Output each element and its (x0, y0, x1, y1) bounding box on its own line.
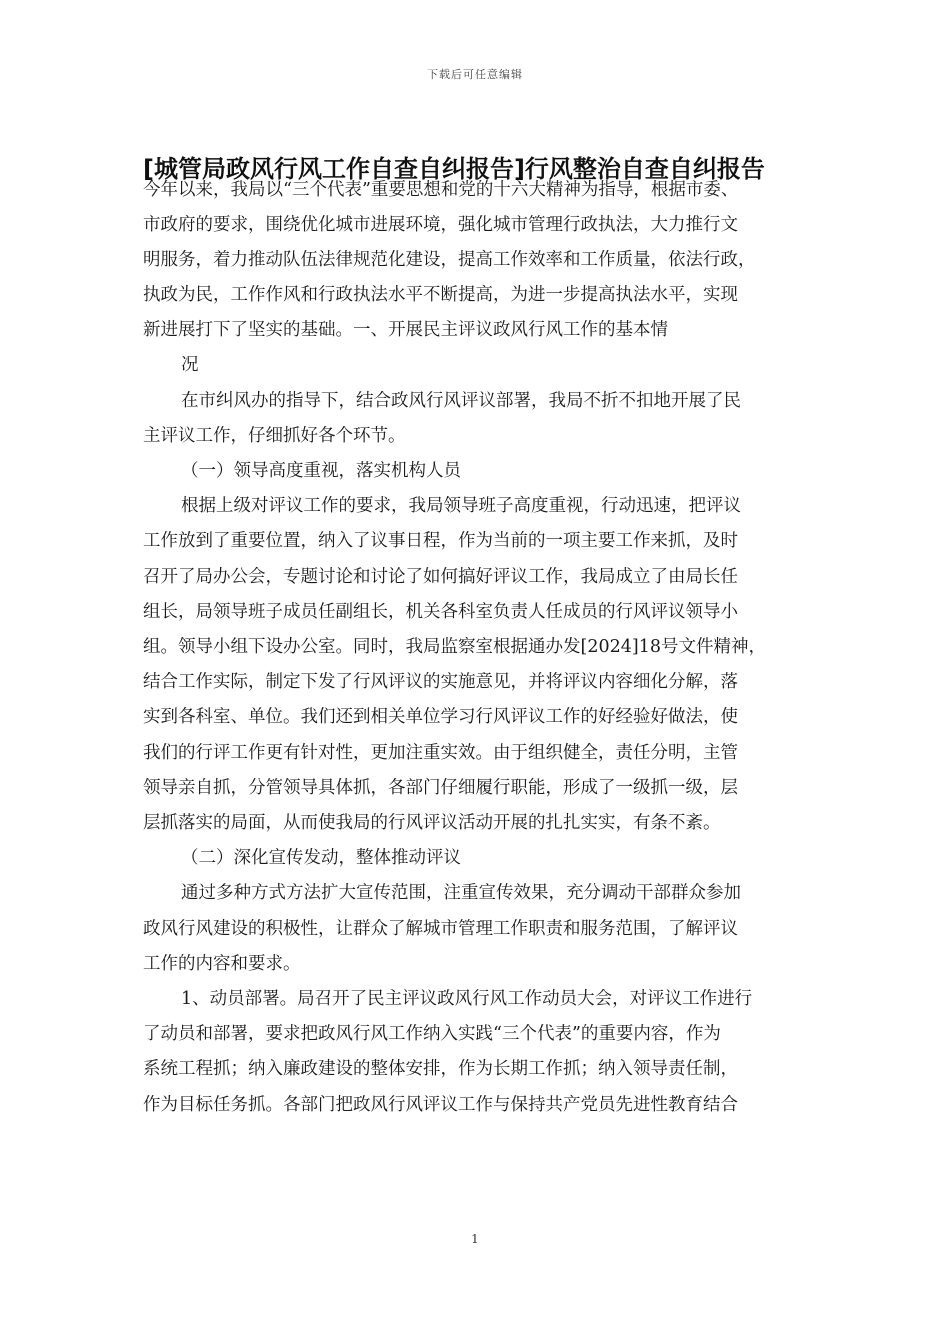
document-title: [城管局政风行风工作自查自纠报告]行风整治自查自纠报告 (143, 155, 765, 183)
body-line: 召开了局办公会，专题讨论和讨论了如何搞好评议工作，我局成立了由局长任 (143, 567, 738, 587)
section-heading: （一）领导高度重视，落实机构人员 (181, 461, 461, 481)
body-line: 工作放到了重要位置，纳入了议事日程，作为当前的一项主要工作来抓，及时 (143, 531, 738, 551)
body-line: 工作的内容和要求。 (143, 954, 301, 974)
body-line: 我们的行评工作更有针对性，更加注重实效。由于组织健全，责任分明，主管 (143, 743, 738, 763)
body-line: 根据上级对评议工作的要求，我局领导班子高度重视，行动迅速，把评议 (181, 496, 741, 516)
body-line: 通过多种方式方法扩大宣传范围，注重宣传效果，充分调动干部群众参加 (181, 883, 741, 903)
page-number: 1 (471, 1232, 479, 1246)
body-line: 系统工程抓；纳入廉政建设的整体安排，作为长期工作抓；纳入领导责任制， (143, 1059, 738, 1079)
body-line: 新进展打下了坚实的基础。一、开展民主评议政风行风工作的基本情 (143, 320, 668, 340)
body-line: 1、动员部署。局召开了民主评议政风行风工作动员大会，对评议工作进行 (181, 989, 753, 1009)
body-line: 市政府的要求，围绕优化城市进展环境，强化城市管理行政执法，大力推行文 (143, 215, 738, 235)
body-line: 结合工作实际，制定下发了行风评议的实施意见，并将评议内容细化分解，落 (143, 672, 738, 692)
body-line: 了动员和部署，要求把政风行风工作纳入实践“三个代表”的重要内容，作为 (143, 1024, 721, 1044)
page-header-note: 下载后可任意编辑 (427, 68, 523, 81)
body-line: 政风行风建设的积极性，让群众了解城市管理工作职责和服务范围，了解评议 (143, 919, 738, 939)
body-line: 今年以来，我局以“三个代表”重要思想和党的十六大精神为指导，根据市委、 (143, 180, 739, 200)
body-line: 实到各科室、单位。我们还到相关单位学习行风评议工作的好经验好做法，使 (143, 707, 738, 727)
body-line: 执政为民，工作作风和行政执法水平不断提高，为进一步提高执法水平，实现 (143, 285, 738, 305)
body-line: 况 (181, 355, 199, 375)
body-line: 在市纠风办的指导下，结合政风行风评议部署，我局不折不扣地开展了民 (181, 391, 741, 411)
body-line: 主评议工作，仔细抓好各个环节。 (143, 426, 406, 446)
body-line: 层抓落实的局面，从而使我局的行风评议活动开展的扎扎实实，有条不紊。 (143, 813, 721, 833)
body-line: 明服务，着力推动队伍法律规范化建设，提高工作效率和工作质量，依法行政， (143, 250, 756, 270)
body-line: 领导亲自抓，分管领导具体抓，各部门仔细履行职能，形成了一级抓一级，层 (143, 778, 738, 798)
body-line: 作为目标任务抓。各部门把政风行风评议工作与保持共产党员先进性教育结合 (143, 1095, 738, 1115)
body-line: 组。领导小组下设办公室。同时，我局监察室根据通办发[2024]18号文件精神， (143, 637, 766, 657)
section-heading: （二）深化宣传发动，整体推动评议 (181, 848, 461, 868)
body-line: 组长，局领导班子成员任副组长，机关各科室负责人任成员的行风评议领导小 (143, 602, 738, 622)
